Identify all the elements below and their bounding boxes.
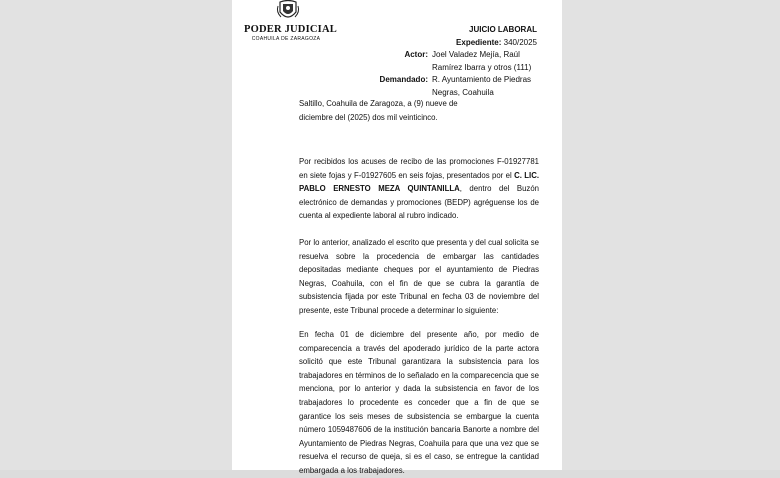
judicial-logo <box>244 0 337 46</box>
org-subtitle: COAHUILA DE ZARAGOZA <box>251 36 321 42</box>
left-margin <box>0 0 232 470</box>
paragraph-receipt <box>299 155 539 223</box>
paragraph-analysis: Por lo anterior, analizado el escrito que presenta y del cual solicita se resuelva sobre la procedencia de embargar las cantidades depositadas mediante cheques por el ayuntamiento de Piedras Negras, Coahuila, con el fin de que se cubra la garantía de subsistencia fijada por este Tribunal en fecha 03 de noviembre del presente, este Tribunal procede a determinar lo siguiente: <box>299 238 539 315</box>
document-page <box>232 0 562 475</box>
case-header <box>367 24 537 99</box>
org-name: PODER JUDICIAL <box>244 24 337 35</box>
file-number: 340/2025 <box>503 37 537 47</box>
plaintiff-value: Joel Valadez Mejía, Raúl Ramírez Ibarra y otros (111) <box>432 50 532 72</box>
file-label: Expediente: <box>456 37 502 47</box>
coat-of-arms-icon <box>276 0 300 22</box>
plaintiff-label: Actor: <box>404 50 428 59</box>
right-margin <box>562 0 780 470</box>
file-number-line <box>367 37 537 50</box>
defendant-line <box>367 74 537 99</box>
case-type: JUICIO LABORAL <box>469 25 537 34</box>
paragraph-receipt-intro: Por recibidos los acuses de recibo de las promociones F-01927781 en siete fojas y F-01927605 en seis fojas, presentados por el <box>299 157 539 180</box>
attorney-name: C. LIC. PABLO ERNESTO MEZA QUINTANILLA <box>299 170 539 194</box>
defendant-label: Demandado: <box>379 75 428 84</box>
paragraph-ruling: En fecha 01 de diciembre del presente año, por medio de comparecencia a través del apoderado jurídico de la parte actora solicitó que este Tribunal garantizara la subsistencia para los trabajadores en términos de lo señalado en la comparecencia que se menciona, por lo anterior y dada la subsistencia en favor de los trabajadores lo procedente es conceder que a fin de que se garantice los seis meses de subsistencia se embargue la cuenta número 1059487606 de la institución bancaria Banorte a nombre del Ayuntamiento de Piedras Negras, Coahuila para que una vez que se resuelva el recurso de queja, si es el caso, se entregue la cantidad embargada a los trabajadores. <box>299 330 539 475</box>
defendant-value: R. Ayuntamiento de Piedras Negras, Coahuila <box>432 75 532 97</box>
plaintiff-line <box>367 49 537 74</box>
place-date: Saltillo, Coahuila de Zaragoza, a (9) nueve de diciembre del (2025) dos mil veinticinco. <box>299 99 458 122</box>
paragraph-receipt-end: , dentro del Buzón electrónico de demandas y promociones (BEDP) agréguense los de cuenta al expediente laboral al rubro indicado. <box>299 184 539 221</box>
